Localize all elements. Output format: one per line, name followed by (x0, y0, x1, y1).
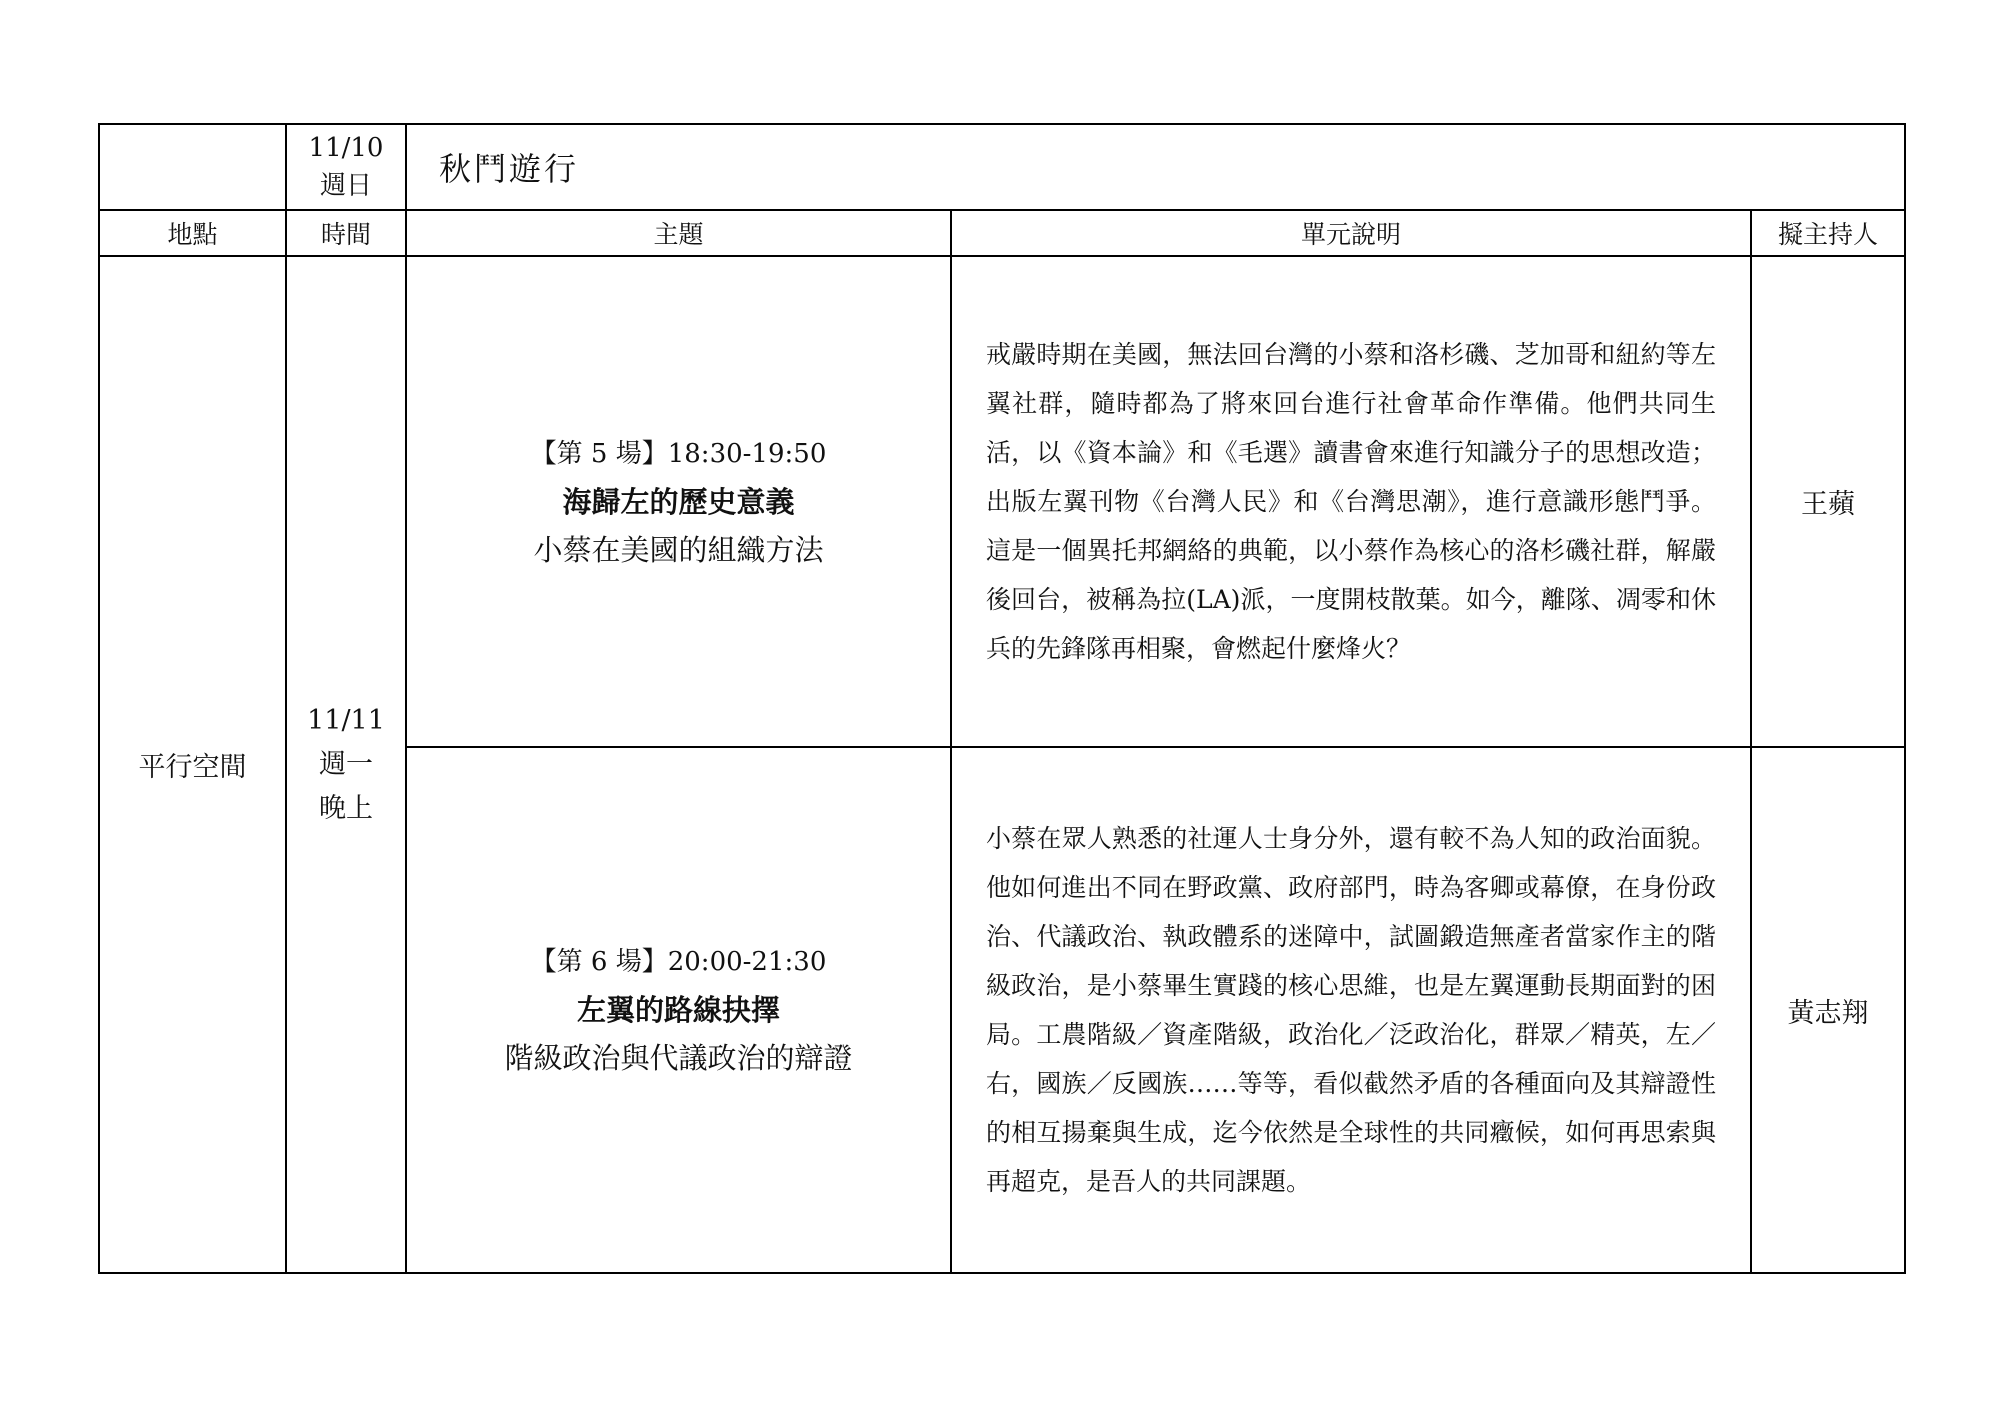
session-heading (407, 430, 950, 478)
title-row (99, 124, 1905, 210)
column-header-time: 時間 (286, 210, 406, 256)
event-date: 11/10 (308, 133, 384, 163)
session-time: 20:00-21:30 (667, 947, 827, 977)
column-header-location: 地點 (99, 210, 286, 256)
topic-cell (406, 256, 951, 747)
column-header-topic: 主題 (406, 210, 951, 256)
session-time: 18:30-19:50 (667, 438, 827, 469)
description-cell: 戒嚴時期在美國，無法回台灣的小蔡和洛杉磯、芝加哥和紐約等左翼社群，隨時都為了將來回台進行社會革命作準備。他們共同生活，以《資本論》和《毛選》讀書會來進行知識分子的思想改造；出版左翼刊物《台灣人民》和《台灣思潮》，進行意識形態鬥爭。這是一個異托邦網絡的典範，以小蔡作為核心的洛杉磯社群，解嚴後回台，被稱為拉(LA)派，一度開枝散葉。如今，離隊、凋零和休兵的先鋒隊再相聚，會燃起什麼烽火？ (951, 256, 1751, 747)
description-cell: 小蔡在眾人熟悉的社運人士身分外，還有較不為人知的政治面貌。他如何進出不同在野政黨、政府部門，時為客卿或幕僚，在身份政治、代議政治、執政體系的迷障中，試圖鍛造無產者當家作主的階級政治，是小蔡畢生實踐的核心思維，也是左翼運動長期面對的困局。工農階級／資產階級，政治化／泛政治化，群眾／精英，左／右，國族／反國族……等等，看似截然矛盾的各種面向及其辯證性的相互揚棄與生成，迄今依然是全球性的共同癥候，如何再思索與再超克，是吾人的共同課題。 (951, 747, 1751, 1273)
session-title: 海歸左的歷史意義 (562, 484, 795, 519)
host-cell: 王蘋 (1751, 256, 1905, 747)
session-heading (407, 938, 950, 986)
column-header-row (99, 210, 1905, 256)
event-title: 秋鬥遊行 (406, 124, 1905, 210)
time-cell (286, 256, 406, 1273)
column-header-description: 單元說明 (951, 210, 1751, 256)
session-number: 【第 5 場】 (530, 438, 668, 469)
session-row (99, 256, 1905, 747)
session-number: 【第 6 場】 (530, 947, 668, 977)
session-subtitle: 階級政治與代議政治的辯證 (504, 1041, 853, 1075)
session-subtitle: 小蔡在美國的組織方法 (533, 532, 824, 567)
location-cell: 平行空間 (99, 256, 286, 1273)
event-weekday: 週日 (319, 171, 372, 201)
event-date-cell (286, 124, 406, 210)
session-date: 11/11 (307, 704, 385, 736)
session-title: 左翼的路線抉擇 (576, 993, 780, 1027)
topic-cell (406, 747, 951, 1273)
column-header-host: 擬主持人 (1751, 210, 1905, 256)
session-period: 晚上 (319, 792, 373, 824)
session-weekday: 週一 (319, 748, 373, 780)
host-cell: 黃志翔 (1751, 747, 1905, 1273)
blank-cell (99, 124, 286, 210)
schedule-table (98, 123, 1906, 1274)
